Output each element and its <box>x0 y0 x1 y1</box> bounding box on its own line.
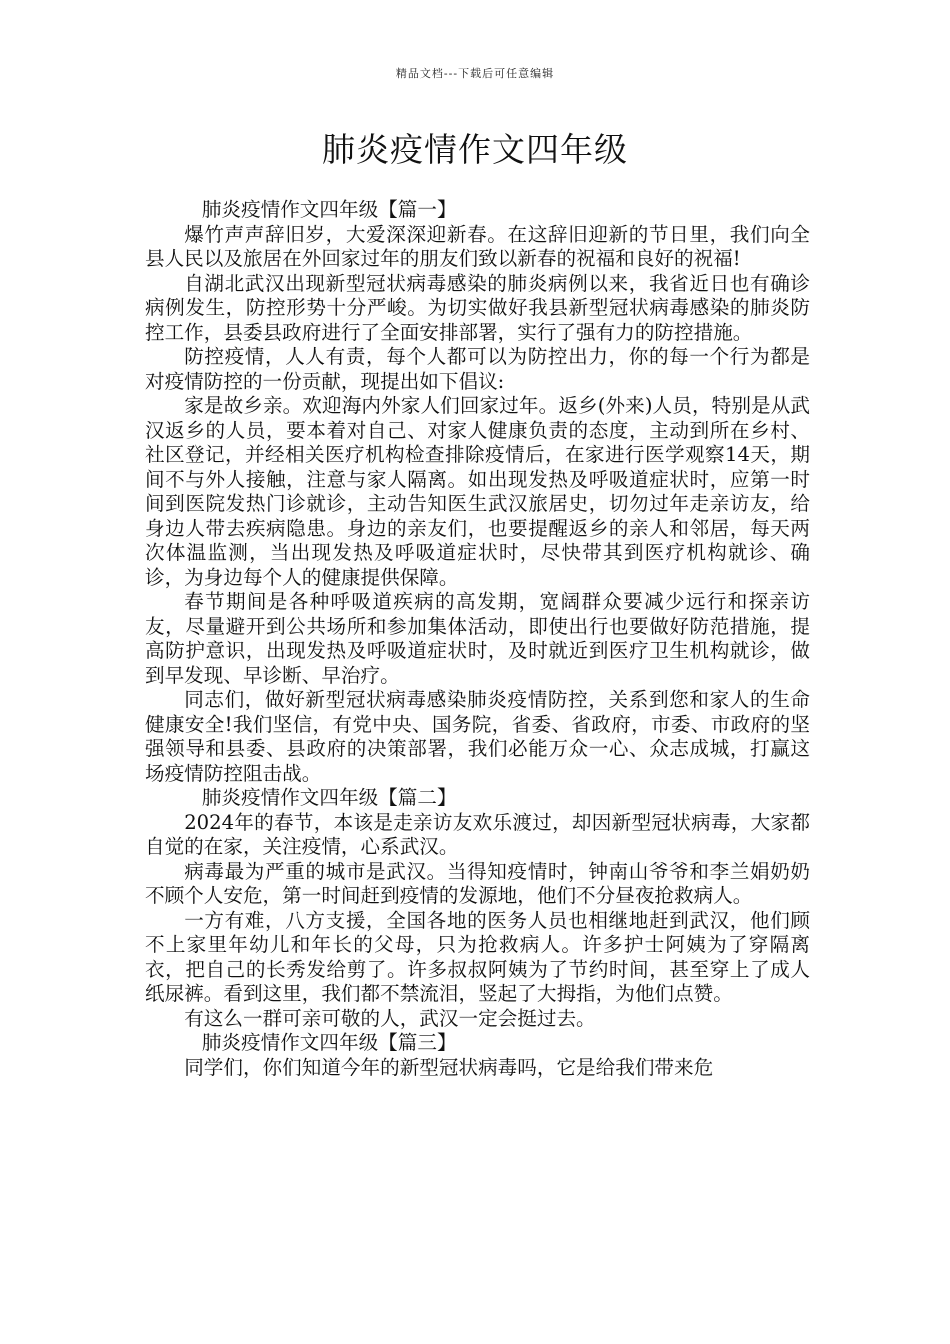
paragraph: 防控疫情，人人有责，每个人都可以为防控出力，你的每一个行为都是对疫情防控的一份贡献，现提出如下倡议: <box>145 345 810 393</box>
paragraph: 同学们，你们知道今年的新型冠状病毒吗，它是给我们带来危 <box>184 1055 714 1079</box>
section-heading-2: 肺炎疫情作文四年级【篇二】 <box>201 786 457 809</box>
paragraph: 2024年的春节，本该是走亲访友欢乐渡过，却因新型冠状病毒，大家都自觉的在家，关注疫情，心系武汉。 <box>145 810 810 858</box>
section-heading-3: 肺炎疫情作文四年级【篇三】 <box>201 1031 457 1054</box>
paragraph: 同志们，做好新型冠状病毒感染肺炎疫情防控，关系到您和家人的生命健康安全!我们坚信，有党中央、国务院，省委、省政府，市委、市政府的坚强领导和县委、县政府的决策部署，我们必能万众一心、众志成城，打赢这场疫情防控阻击战。 <box>145 688 810 785</box>
document-title: 肺炎疫情作文四年级 <box>322 130 628 169</box>
paragraph: 家是故乡亲。欢迎海内外家人们回家过年。返乡(外来)人员，特别是从武汉返乡的人员，要本着对自己、对家人健康负责的态度，主动到所在乡村、社区登记，并经相关医疗机构检查排除疫情后，在家进行医学观察14天，期间不与外人接触，注意与家人隔离。如出现发热及呼吸道症状时，应第一时间到医院发热门诊就诊，主动告知医生武汉旅居史，切勿过年走亲访友，给身边人带去疾病隐患。身边的亲友们，也要提醒返乡的亲人和邻居，每天两次体温监测，当出现发热及呼吸道症状时，尽快带其到医疗机构就诊、确诊，为身边每个人的健康提供保障。 <box>145 394 810 589</box>
document-body <box>145 198 810 1080</box>
paragraph: 一方有难，八方支援，全国各地的医务人员也相继地赶到武汉，他们顾不上家里年幼儿和年长的父母，只为抢救病人。许多护士阿姨为了穿隔离衣，把自己的长秀发给剪了。许多叔叔阿姨为了节约时间，甚至穿上了成人纸尿裤。看到这里，我们都不禁流泪，竖起了大拇指，为他们点赞。 <box>145 908 810 1005</box>
section-heading-1: 肺炎疫情作文四年级【篇一】 <box>201 198 457 221</box>
paragraph: 爆竹声声辞旧岁，大爱深深迎新春。在这辞旧迎新的节日里，我们向全县人民以及旅居在外回家过年的朋友们致以新春的祝福和良好的祝福! <box>145 222 810 270</box>
paragraph: 自湖北武汉出现新型冠状病毒感染的肺炎病例以来，我省近日也有确诊病例发生，防控形势十分严峻。为切实做好我县新型冠状病毒感染的肺炎防控工作，县委县政府进行了全面安排部署，实行了强有力的防控措施。 <box>145 271 810 344</box>
header-note: 精品文档---下载后可任意编辑 <box>395 67 555 80</box>
paragraph: 病毒最为严重的城市是武汉。当得知疫情时，钟南山爷爷和李兰娟奶奶不顾个人安危，第一时间赶到疫情的发源地，他们不分昼夜抢救病人。 <box>145 859 810 907</box>
paragraph: 春节期间是各种呼吸道疾病的高发期，宽阔群众要减少远行和探亲访友，尽量避开到公共场所和参加集体活动，即使出行也要做好防范措施，提高防护意识，出现发热及呼吸道症状时，及时就近到医疗卫生机构就诊，做到早发现、早诊断、早治疗。 <box>145 590 810 687</box>
paragraph: 有这么一群可亲可敬的人，武汉一定会挺过去。 <box>184 1006 596 1030</box>
